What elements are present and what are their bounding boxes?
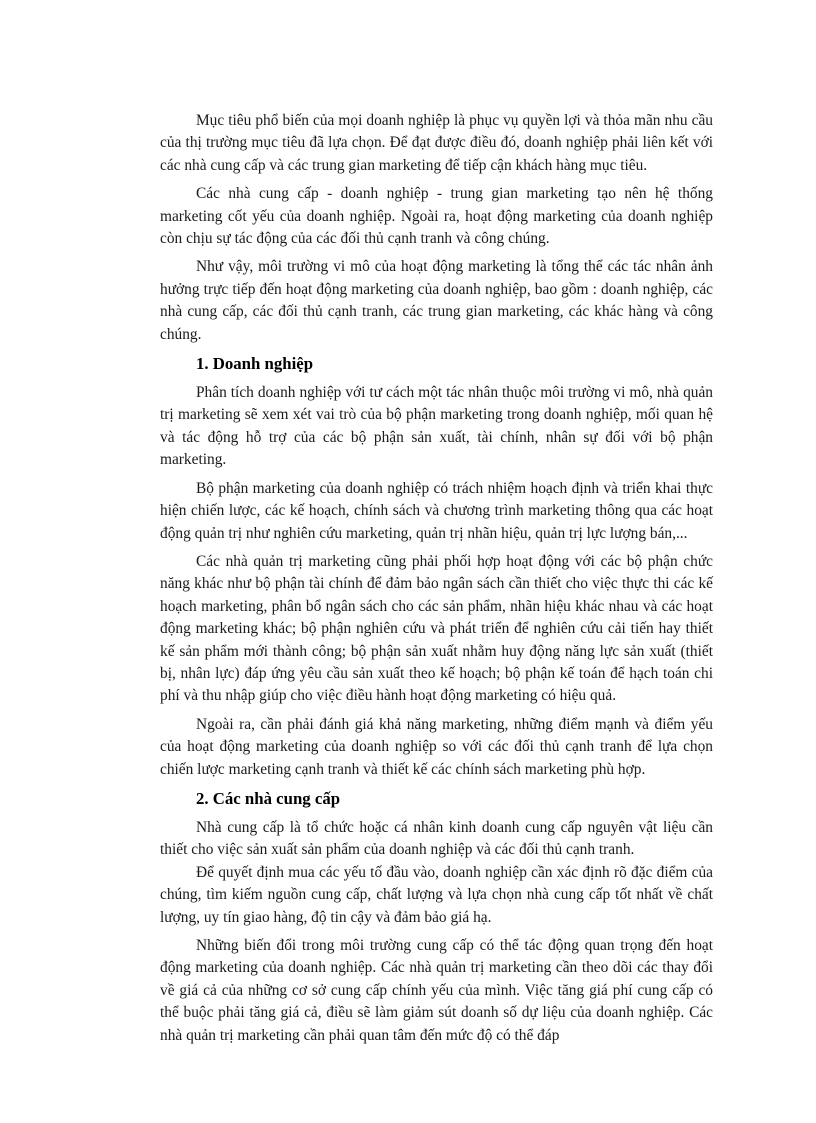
section-1-paragraph-2: Bộ phận marketing của doanh nghiệp có trách nhiệm hoạch định và triển khai thực hiện chiến lược, các kế hoạch, chính sách và chương trình marketing thông qua các hoạt động quản trị như nghiên cứu marketing, quản trị nhãn hiệu, quản trị lực lượng bán,... — [160, 479, 713, 542]
intro-paragraph-3: Như vậy, môi trường vi mô của hoạt động marketing là tổng thể các tác nhân ảnh hưởng trực tiếp đến hoạt động marketing của doanh nghiệp, bao gồm : doanh nghiệp, các nhà cung cấp, các đối thủ cạnh tranh, các trung gian marketing, các khác hàng và công chúng. — [160, 258, 713, 343]
document-page — [160, 110, 713, 1053]
section-2-paragraph-1: Nhà cung cấp là tổ chức hoặc cá nhân kinh doanh cung cấp nguyên vật liệu cần thiết cho việc sản xuất sản phẩm của doanh nghiệp và các đối thủ cạnh tranh. — [160, 818, 713, 859]
section-2-paragraph-2: Để quyết định mua các yếu tố đầu vào, doanh nghiệp cần xác định rõ đặc điểm của chúng, tìm kiếm nguồn cung cấp, chất lượng và lựa chọn nhà cung cấp tốt nhất về chất lượng, uy tín giao hàng, độ tin cậy và đảm bảo giá hạ. — [160, 863, 713, 926]
section-2-heading: 2. Các nhà cung cấp — [196, 788, 341, 808]
section-2-paragraph-3: Những biến đổi trong môi trường cung cấp có thể tác động quan trọng đến hoạt động marketing của doanh nghiệp. Các nhà quản trị marketing cần theo dõi các thay đổi về giá cả của những cơ sở cung cấp chính yếu của mình. Việc tăng giá phí cung cấp có thể buộc phải tăng giá cả, điều sẽ làm giảm sút doanh số dự liệu của doanh nghiệp. Các nhà quản trị marketing cần phải quan tâm đến mức độ có thể đáp — [160, 937, 713, 1044]
intro-paragraph-1: Mục tiêu phổ biến của mọi doanh nghiệp là phục vụ quyền lợi và thỏa mãn nhu cầu của thị trường mục tiêu đã lựa chọn. Để đạt được điều đó, doanh nghiệp phải liên kết với các nhà cung cấp và các trung gian marketing để tiếp cận khách hàng mục tiêu. — [160, 112, 713, 174]
section-1-paragraph-3: Các nhà quản trị marketing cũng phải phối hợp hoạt động với các bộ phận chức năng khác như bộ phận tài chính để đảm bảo ngân sách cần thiết cho việc thực thi các kế hoạch marketing, phân bổ ngân sách cho các sản phẩm, nhãn hiệu khác nhau và các hoạt động marketing khác; bộ phận nghiên cứu và phát triển để nghiên cứu cải tiến hay thiết kế sản phẩm mới thành công; bộ phận sản xuất nhằm huy động năng lực sản xuất (thiết bị, nhân lực) đáp ứng yêu cầu sản xuất theo kế hoạch; bộ phận kế toán để hạch toán chi phí và thu nhập giúp cho việc điều hành hoạt động marketing có hiệu quả. — [160, 552, 713, 705]
section-1-paragraph-4: Ngoài ra, cần phải đánh giá khả năng marketing, những điểm mạnh và điểm yếu của hoạt động marketing của doanh nghiệp so với các đối thủ cạnh tranh để lựa chọn chiến lược marketing cạnh tranh và thiết kế các chính sách marketing phù hợp. — [160, 715, 713, 778]
section-1-heading: 1. Doanh nghiệp — [196, 354, 314, 374]
intro-paragraph-2: Các nhà cung cấp - doanh nghiệp - trung gian marketing tạo nên hệ thống marketing cốt yếu của doanh nghiệp. Ngoài ra, hoạt động marketing của doanh nghiệp còn chịu sự tác động của các đối thủ cạnh tranh và công chúng. — [160, 185, 713, 248]
section-1-paragraph-1: Phân tích doanh nghiệp với tư cách một tác nhân thuộc môi trường vi mô, nhà quản trị marketing sẽ xem xét vai trò của bộ phận marketing trong doanh nghiệp, mối quan hệ và tác động hỗ trợ của các bộ phận sản xuất, tài chính, nhân sự đối với bộ phận marketing. — [160, 384, 713, 469]
